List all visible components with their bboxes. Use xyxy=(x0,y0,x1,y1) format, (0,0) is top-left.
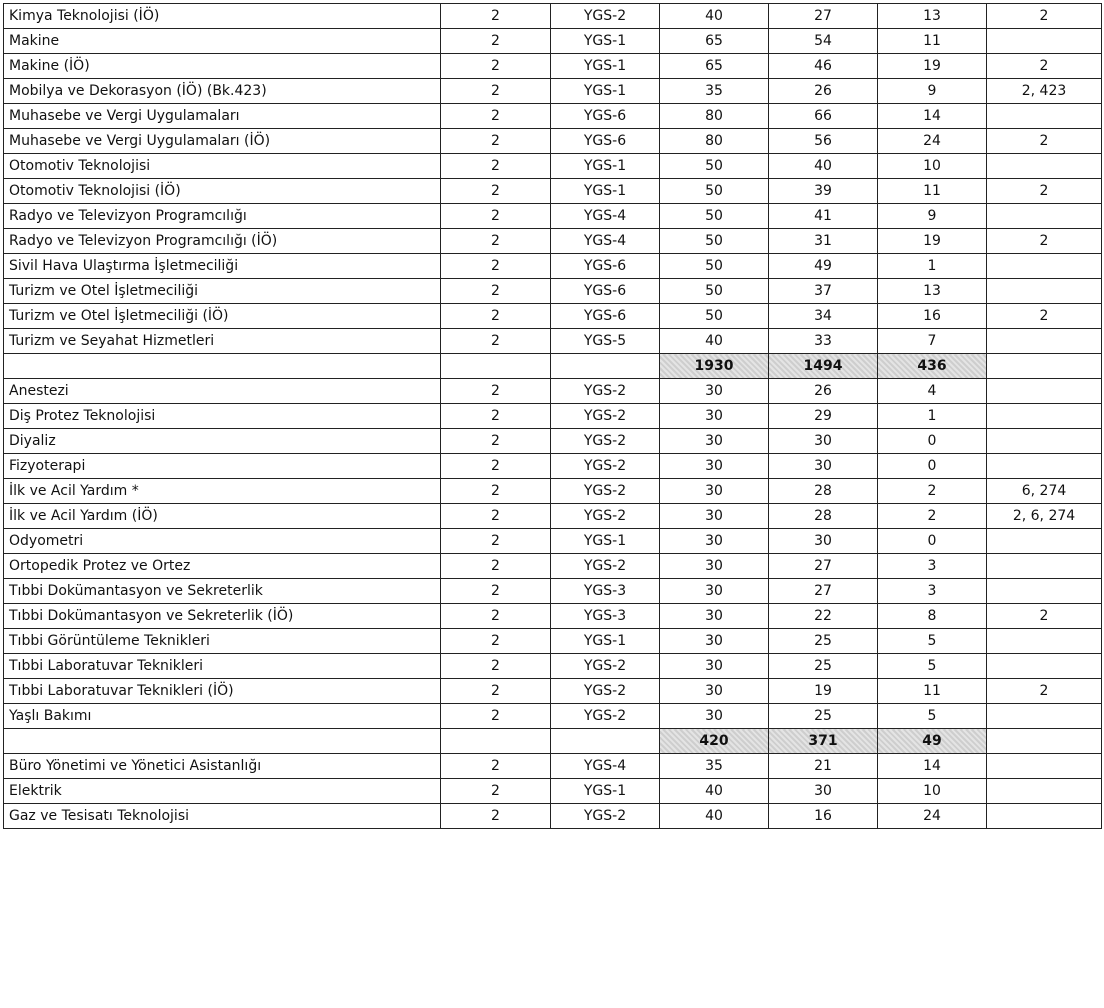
quota-cell: 30 xyxy=(660,379,769,404)
duration-cell: 2 xyxy=(441,179,551,204)
table-row xyxy=(4,54,1102,79)
score-type-cell: YGS-2 xyxy=(551,379,660,404)
duration-cell: 2 xyxy=(441,154,551,179)
notes-cell: 2 xyxy=(987,604,1102,629)
table-row xyxy=(4,654,1102,679)
score-type-cell: YGS-1 xyxy=(551,779,660,804)
notes-cell: 2 xyxy=(987,679,1102,704)
table-row xyxy=(4,504,1102,529)
program-name-cell: Otomotiv Teknolojisi xyxy=(4,154,441,179)
table-row xyxy=(4,129,1102,154)
quota-cell: 30 xyxy=(660,529,769,554)
program-name-cell: Sivil Hava Ulaştırma İşletmeciliği xyxy=(4,254,441,279)
duration-cell: 2 xyxy=(441,654,551,679)
duration-cell: 2 xyxy=(441,629,551,654)
quota-cell: 35 xyxy=(660,754,769,779)
score-type-cell: YGS-2 xyxy=(551,504,660,529)
table-row xyxy=(4,229,1102,254)
score-type-cell: YGS-6 xyxy=(551,304,660,329)
program-name-cell: Ortopedik Protez ve Ortez xyxy=(4,554,441,579)
quota-cell: 80 xyxy=(660,104,769,129)
vacant-cell: 16 xyxy=(878,304,987,329)
vacant-cell: 11 xyxy=(878,29,987,54)
program-name-cell: Muhasebe ve Vergi Uygulamaları (İÖ) xyxy=(4,129,441,154)
notes-cell xyxy=(987,379,1102,404)
score-type-cell: YGS-1 xyxy=(551,179,660,204)
table-row xyxy=(4,629,1102,654)
score-type-cell: YGS-2 xyxy=(551,4,660,29)
table-row xyxy=(4,429,1102,454)
table-row xyxy=(4,79,1102,104)
table-row xyxy=(4,179,1102,204)
vacant-cell: 0 xyxy=(878,429,987,454)
program-name-cell: Tıbbi Dokümantasyon ve Sekreterlik xyxy=(4,579,441,604)
duration-cell: 2 xyxy=(441,204,551,229)
vacant-cell: 24 xyxy=(878,129,987,154)
empty-cell xyxy=(441,354,551,379)
placed-cell: 56 xyxy=(769,129,878,154)
score-type-cell: YGS-1 xyxy=(551,54,660,79)
vacant-cell: 19 xyxy=(878,229,987,254)
notes-cell: 2 xyxy=(987,304,1102,329)
program-name-cell: Kimya Teknolojisi (İÖ) xyxy=(4,4,441,29)
placed-cell: 19 xyxy=(769,679,878,704)
duration-cell: 2 xyxy=(441,404,551,429)
vacant-cell: 19 xyxy=(878,54,987,79)
vacant-cell: 11 xyxy=(878,679,987,704)
quota-cell: 30 xyxy=(660,554,769,579)
score-type-cell: YGS-1 xyxy=(551,154,660,179)
program-name-cell: Tıbbi Laboratuvar Teknikleri xyxy=(4,654,441,679)
notes-cell xyxy=(987,154,1102,179)
quota-cell: 35 xyxy=(660,79,769,104)
table-row xyxy=(4,454,1102,479)
table-row xyxy=(4,104,1102,129)
vacant-cell: 5 xyxy=(878,704,987,729)
quota-cell: 40 xyxy=(660,804,769,829)
placed-cell: 26 xyxy=(769,379,878,404)
program-name-cell: Fizyoterapi xyxy=(4,454,441,479)
placed-cell: 40 xyxy=(769,154,878,179)
score-type-cell: YGS-2 xyxy=(551,679,660,704)
score-type-cell: YGS-4 xyxy=(551,204,660,229)
score-type-cell: YGS-6 xyxy=(551,104,660,129)
quota-cell: 40 xyxy=(660,4,769,29)
placed-cell: 27 xyxy=(769,554,878,579)
notes-cell: 2 xyxy=(987,54,1102,79)
notes-cell xyxy=(987,704,1102,729)
quota-cell: 40 xyxy=(660,329,769,354)
program-name-cell: Tıbbi Laboratuvar Teknikleri (İÖ) xyxy=(4,679,441,704)
notes-cell xyxy=(987,29,1102,54)
vacant-cell: 4 xyxy=(878,379,987,404)
vacant-cell: 13 xyxy=(878,4,987,29)
score-type-cell: YGS-4 xyxy=(551,229,660,254)
empty-cell xyxy=(987,354,1102,379)
quota-cell: 50 xyxy=(660,204,769,229)
duration-cell: 2 xyxy=(441,429,551,454)
notes-cell xyxy=(987,529,1102,554)
duration-cell: 2 xyxy=(441,79,551,104)
quota-cell: 40 xyxy=(660,779,769,804)
program-name-cell: Makine (İÖ) xyxy=(4,54,441,79)
duration-cell: 2 xyxy=(441,54,551,79)
duration-cell: 2 xyxy=(441,379,551,404)
table-row xyxy=(4,479,1102,504)
vacant-cell: 1 xyxy=(878,404,987,429)
notes-cell xyxy=(987,329,1102,354)
program-name-cell: İlk ve Acil Yardım (İÖ) xyxy=(4,504,441,529)
program-name-cell: Anestezi xyxy=(4,379,441,404)
quota-cell: 30 xyxy=(660,679,769,704)
table-row xyxy=(4,254,1102,279)
notes-cell: 2 xyxy=(987,229,1102,254)
vacant-cell: 2 xyxy=(878,479,987,504)
table-row xyxy=(4,4,1102,29)
duration-cell: 2 xyxy=(441,454,551,479)
vacant-cell: 8 xyxy=(878,604,987,629)
quota-cell: 30 xyxy=(660,604,769,629)
duration-cell: 2 xyxy=(441,329,551,354)
duration-cell: 2 xyxy=(441,554,551,579)
empty-cell xyxy=(4,354,441,379)
score-type-cell: YGS-1 xyxy=(551,29,660,54)
duration-cell: 2 xyxy=(441,29,551,54)
subtotal-row xyxy=(4,354,1102,379)
quota-cell: 50 xyxy=(660,279,769,304)
quota-cell: 30 xyxy=(660,429,769,454)
score-type-cell: YGS-1 xyxy=(551,629,660,654)
quota-cell: 50 xyxy=(660,254,769,279)
program-name-cell: Elektrik xyxy=(4,779,441,804)
vacant-cell: 10 xyxy=(878,154,987,179)
program-name-cell: Yaşlı Bakımı xyxy=(4,704,441,729)
score-type-cell: YGS-2 xyxy=(551,454,660,479)
subtotal-vacant-cell: 436 xyxy=(878,354,987,379)
placed-cell: 25 xyxy=(769,704,878,729)
duration-cell: 2 xyxy=(441,804,551,829)
score-type-cell: YGS-2 xyxy=(551,554,660,579)
table-row xyxy=(4,804,1102,829)
vacant-cell: 5 xyxy=(878,629,987,654)
notes-cell xyxy=(987,204,1102,229)
quota-cell: 30 xyxy=(660,704,769,729)
table-row xyxy=(4,554,1102,579)
duration-cell: 2 xyxy=(441,254,551,279)
empty-cell xyxy=(4,729,441,754)
subtotal-placed-cell: 1494 xyxy=(769,354,878,379)
placed-cell: 27 xyxy=(769,4,878,29)
placed-cell: 33 xyxy=(769,329,878,354)
placed-cell: 27 xyxy=(769,579,878,604)
duration-cell: 2 xyxy=(441,704,551,729)
score-type-cell: YGS-1 xyxy=(551,79,660,104)
notes-cell xyxy=(987,754,1102,779)
vacant-cell: 14 xyxy=(878,104,987,129)
vacant-cell: 0 xyxy=(878,454,987,479)
vacant-cell: 2 xyxy=(878,504,987,529)
quota-cell: 50 xyxy=(660,154,769,179)
subtotal-vacant-cell: 49 xyxy=(878,729,987,754)
vacant-cell: 3 xyxy=(878,579,987,604)
vacant-cell: 11 xyxy=(878,179,987,204)
score-type-cell: YGS-3 xyxy=(551,579,660,604)
score-type-cell: YGS-1 xyxy=(551,529,660,554)
quota-cell: 30 xyxy=(660,654,769,679)
program-name-cell: Makine xyxy=(4,29,441,54)
notes-cell xyxy=(987,279,1102,304)
score-type-cell: YGS-2 xyxy=(551,804,660,829)
program-name-cell: Mobilya ve Dekorasyon (İÖ) (Bk.423) xyxy=(4,79,441,104)
vacant-cell: 1 xyxy=(878,254,987,279)
duration-cell: 2 xyxy=(441,304,551,329)
program-name-cell: Otomotiv Teknolojisi (İÖ) xyxy=(4,179,441,204)
vacant-cell: 13 xyxy=(878,279,987,304)
subtotal-placed-cell: 371 xyxy=(769,729,878,754)
quota-cell: 50 xyxy=(660,229,769,254)
notes-cell xyxy=(987,554,1102,579)
notes-cell xyxy=(987,429,1102,454)
table-row xyxy=(4,679,1102,704)
vacant-cell: 24 xyxy=(878,804,987,829)
placed-cell: 31 xyxy=(769,229,878,254)
placed-cell: 39 xyxy=(769,179,878,204)
table-row xyxy=(4,329,1102,354)
table-row xyxy=(4,29,1102,54)
duration-cell: 2 xyxy=(441,229,551,254)
notes-cell: 2, 423 xyxy=(987,79,1102,104)
placed-cell: 25 xyxy=(769,629,878,654)
program-name-cell: Turizm ve Otel İşletmeciliği (İÖ) xyxy=(4,304,441,329)
placed-cell: 30 xyxy=(769,529,878,554)
table-row xyxy=(4,754,1102,779)
table-row xyxy=(4,529,1102,554)
notes-cell: 2 xyxy=(987,129,1102,154)
duration-cell: 2 xyxy=(441,754,551,779)
program-name-cell: Diş Protez Teknolojisi xyxy=(4,404,441,429)
notes-cell: 2, 6, 274 xyxy=(987,504,1102,529)
score-type-cell: YGS-6 xyxy=(551,254,660,279)
score-type-cell: YGS-4 xyxy=(551,754,660,779)
placed-cell: 34 xyxy=(769,304,878,329)
table-row xyxy=(4,579,1102,604)
vacant-cell: 0 xyxy=(878,529,987,554)
placed-cell: 26 xyxy=(769,79,878,104)
duration-cell: 2 xyxy=(441,504,551,529)
table-body xyxy=(4,4,1102,829)
notes-cell xyxy=(987,454,1102,479)
score-type-cell: YGS-5 xyxy=(551,329,660,354)
notes-cell xyxy=(987,654,1102,679)
program-name-cell: Tıbbi Görüntüleme Teknikleri xyxy=(4,629,441,654)
quota-cell: 65 xyxy=(660,54,769,79)
placed-cell: 41 xyxy=(769,204,878,229)
vacant-cell: 3 xyxy=(878,554,987,579)
program-name-cell: Gaz ve Tesisatı Teknolojisi xyxy=(4,804,441,829)
quota-cell: 30 xyxy=(660,454,769,479)
placed-cell: 37 xyxy=(769,279,878,304)
placed-cell: 29 xyxy=(769,404,878,429)
empty-cell xyxy=(551,354,660,379)
quota-cell: 50 xyxy=(660,179,769,204)
duration-cell: 2 xyxy=(441,579,551,604)
score-type-cell: YGS-6 xyxy=(551,279,660,304)
placed-cell: 66 xyxy=(769,104,878,129)
notes-cell xyxy=(987,104,1102,129)
duration-cell: 2 xyxy=(441,479,551,504)
program-name-cell: Büro Yönetimi ve Yönetici Asistanlığı xyxy=(4,754,441,779)
notes-cell xyxy=(987,254,1102,279)
duration-cell: 2 xyxy=(441,104,551,129)
vacant-cell: 7 xyxy=(878,329,987,354)
table-row xyxy=(4,604,1102,629)
duration-cell: 2 xyxy=(441,279,551,304)
score-type-cell: YGS-6 xyxy=(551,129,660,154)
program-name-cell: Diyaliz xyxy=(4,429,441,454)
table-row xyxy=(4,704,1102,729)
subtotal-row xyxy=(4,729,1102,754)
placed-cell: 16 xyxy=(769,804,878,829)
program-name-cell: Turizm ve Seyahat Hizmetleri xyxy=(4,329,441,354)
duration-cell: 2 xyxy=(441,529,551,554)
placed-cell: 30 xyxy=(769,779,878,804)
quota-cell: 30 xyxy=(660,504,769,529)
vacant-cell: 9 xyxy=(878,79,987,104)
placed-cell: 49 xyxy=(769,254,878,279)
notes-cell xyxy=(987,629,1102,654)
placed-cell: 28 xyxy=(769,479,878,504)
duration-cell: 2 xyxy=(441,679,551,704)
duration-cell: 2 xyxy=(441,779,551,804)
subtotal-quota-cell: 420 xyxy=(660,729,769,754)
table-row xyxy=(4,779,1102,804)
placed-cell: 30 xyxy=(769,429,878,454)
empty-cell xyxy=(441,729,551,754)
table-row xyxy=(4,379,1102,404)
subtotal-quota-cell: 1930 xyxy=(660,354,769,379)
program-name-cell: Radyo ve Televizyon Programcılığı (İÖ) xyxy=(4,229,441,254)
notes-cell: 2 xyxy=(987,179,1102,204)
placed-cell: 22 xyxy=(769,604,878,629)
vacant-cell: 5 xyxy=(878,654,987,679)
vacant-cell: 14 xyxy=(878,754,987,779)
placed-cell: 30 xyxy=(769,454,878,479)
quota-cell: 30 xyxy=(660,479,769,504)
table-row xyxy=(4,304,1102,329)
program-name-cell: Radyo ve Televizyon Programcılığı xyxy=(4,204,441,229)
score-type-cell: YGS-3 xyxy=(551,604,660,629)
table-row xyxy=(4,154,1102,179)
score-type-cell: YGS-2 xyxy=(551,654,660,679)
quota-cell: 50 xyxy=(660,304,769,329)
quota-cell: 65 xyxy=(660,29,769,54)
table-row xyxy=(4,279,1102,304)
notes-cell: 6, 274 xyxy=(987,479,1102,504)
placed-cell: 46 xyxy=(769,54,878,79)
duration-cell: 2 xyxy=(441,4,551,29)
program-name-cell: Tıbbi Dokümantasyon ve Sekreterlik (İÖ) xyxy=(4,604,441,629)
vacant-cell: 9 xyxy=(878,204,987,229)
quota-cell: 30 xyxy=(660,404,769,429)
notes-cell: 2 xyxy=(987,4,1102,29)
notes-cell xyxy=(987,804,1102,829)
score-type-cell: YGS-2 xyxy=(551,429,660,454)
quota-cell: 80 xyxy=(660,129,769,154)
program-name-cell: Odyometri xyxy=(4,529,441,554)
table-row xyxy=(4,404,1102,429)
vacant-cell: 10 xyxy=(878,779,987,804)
program-name-cell: İlk ve Acil Yardım * xyxy=(4,479,441,504)
program-name-cell: Turizm ve Otel İşletmeciliği xyxy=(4,279,441,304)
empty-cell xyxy=(987,729,1102,754)
program-name-cell: Muhasebe ve Vergi Uygulamaları xyxy=(4,104,441,129)
placed-cell: 21 xyxy=(769,754,878,779)
score-type-cell: YGS-2 xyxy=(551,404,660,429)
placed-cell: 28 xyxy=(769,504,878,529)
quota-cell: 30 xyxy=(660,579,769,604)
placed-cell: 25 xyxy=(769,654,878,679)
duration-cell: 2 xyxy=(441,129,551,154)
notes-cell xyxy=(987,779,1102,804)
placed-cell: 54 xyxy=(769,29,878,54)
quota-cell: 30 xyxy=(660,629,769,654)
program-quota-table xyxy=(3,3,1102,829)
duration-cell: 2 xyxy=(441,604,551,629)
score-type-cell: YGS-2 xyxy=(551,704,660,729)
notes-cell xyxy=(987,404,1102,429)
notes-cell xyxy=(987,579,1102,604)
score-type-cell: YGS-2 xyxy=(551,479,660,504)
empty-cell xyxy=(551,729,660,754)
table-row xyxy=(4,204,1102,229)
